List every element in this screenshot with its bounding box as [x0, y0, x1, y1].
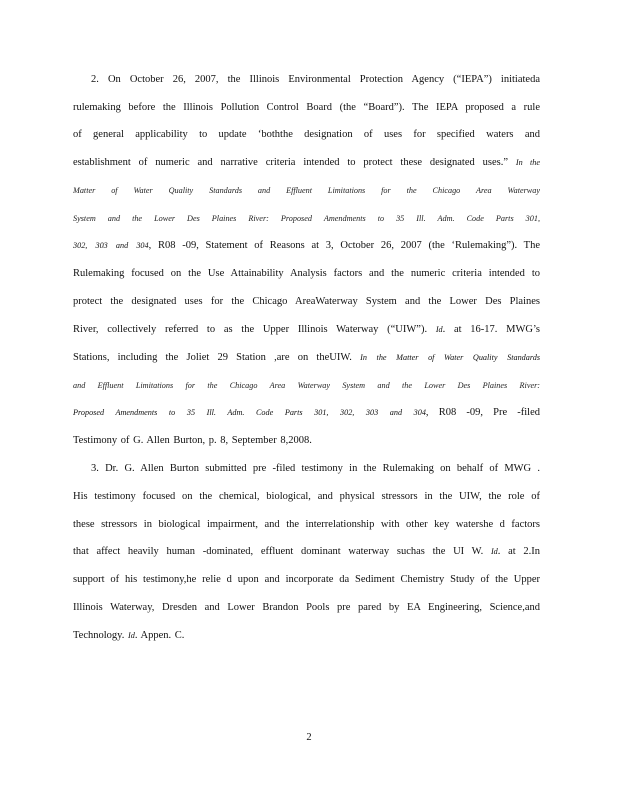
- citation-parts: 302, 303 and 304: [73, 241, 149, 250]
- paragraph-3-line-2: His testimony focused on the chemical, biological, and physical stressors in the UIW, the role of: [73, 491, 540, 502]
- citation-id-2: Id: [490, 547, 498, 556]
- paragraph-2-line-8: Rulemaking focused on the Use Attainability Analysis factors and the numeric criteria intended to: [73, 268, 540, 279]
- paragraph-2-citation-line-1: Matter of Water Quality Standards and Effluent Limitations for the Chicago Area Waterway: [73, 186, 540, 195]
- paragraph-2-line-2: rulemaking before the Illinois Pollution Control Board (the “Board”). The IEPA proposed a rule: [73, 102, 540, 113]
- paragraph-2-line-14: Testimony of G. Allen Burton, p. 8, September 8,2008.: [73, 435, 312, 446]
- paragraph-3-line-4: that affect heavily human -dominated, effluent dominant waterway suchas the UI W. Id. at 2.In: [73, 546, 540, 557]
- paragraph-3-line-5: support of his testimony,he relie d upon and incorporate da Sediment Chemistry Study of the Upper: [73, 574, 540, 585]
- paragraph-3-line-1: 3. Dr. G. Allen Burton submitted pre -filed testimony in the Rulemaking on behalf of MWG .: [91, 463, 540, 474]
- paragraph-2-line-13: Proposed Amendments to 35 Ill. Adm. Code Parts 301, 302, 303 and 304, R08 -09, Pre -filed: [73, 407, 540, 418]
- citation-id-3: Id: [128, 631, 135, 640]
- paragraph-3-line-3: these stressors in biological impairment, and the interrelationship with other key watershe d factors: [73, 519, 540, 530]
- page-number: 2: [306, 732, 312, 743]
- citation-id: Id: [435, 325, 443, 334]
- citation-in-the: In the: [515, 158, 540, 167]
- paragraph-3-line-7: Technology. Id. Appen. C.: [73, 630, 185, 641]
- paragraph-2-citation-line-2: System and the Lower Des Plaines River: Proposed Amendments to 35 Ill. Adm. Code Parts 301,: [73, 214, 540, 223]
- paragraph-3-line-6: Illinois Waterway, Dresden and Lower Brandon Pools pre pared by EA Engineering, Science,and: [73, 602, 540, 613]
- paragraph-2-line-9: protect the designated uses for the Chicago AreaWaterway System and the Lower Des Plaines: [73, 296, 540, 307]
- citation-matter: In the Matter of Water Quality Standards: [360, 353, 540, 362]
- paragraph-2-line-4: establishment of numeric and narrative criteria intended to protect these designated uses.” In the: [73, 157, 540, 168]
- paragraph-2-line-3: of general applicability to update ‘boththe designation of uses for specified waters and: [73, 129, 540, 140]
- paragraph-2-line-10: River, collectively referred to as the Upper Illinois Waterway (“UIW”). Id. at 16-17. MWG’s: [73, 324, 540, 335]
- paragraph-2-line-11: Stations, including the Joliet 29 Station ,are on theUIW. In the Matter of Water Quality Standards: [73, 352, 540, 363]
- citation-proposed: Proposed Amendments to 35 Ill. Adm. Code Parts 301, 302, 303 and 304: [73, 408, 426, 417]
- paragraph-2-line-1: 2. On October 26, 2007, the Illinois Environmental Protection Agency (“IEPA”) initiateda: [91, 74, 540, 85]
- paragraph-2-citation-line-3: and Effluent Limitations for the Chicago Area Waterway System and the Lower Des Plaines River:: [73, 381, 540, 390]
- paragraph-2-line-7: 302, 303 and 304, R08 -09, Statement of Reasons at 3, October 26, 2007 (the ‘Rulemaking”). The: [73, 240, 540, 251]
